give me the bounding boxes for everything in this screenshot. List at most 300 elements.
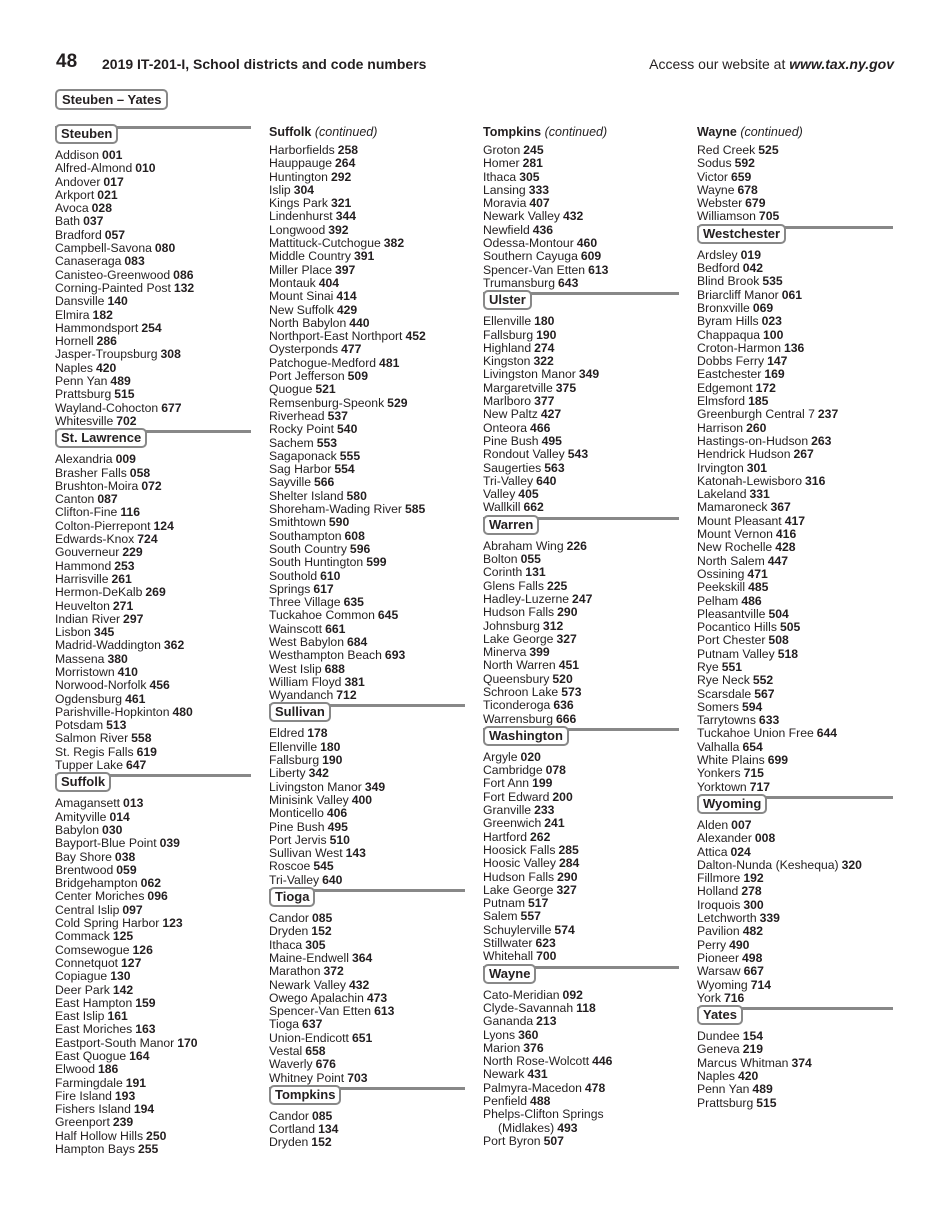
district-entry bbox=[697, 727, 893, 740]
district-entry bbox=[55, 1143, 251, 1156]
district-name: North Rose-Wolcott bbox=[483, 1054, 590, 1069]
district-entry bbox=[269, 423, 465, 436]
district-entry bbox=[55, 877, 251, 890]
district-entry bbox=[483, 264, 679, 277]
district-code: 130 bbox=[110, 969, 131, 984]
district-name: Somers bbox=[697, 699, 739, 714]
district-entry bbox=[697, 448, 893, 461]
district-code: 253 bbox=[114, 558, 135, 573]
district-name: Oysterponds bbox=[269, 342, 339, 357]
district-code: 566 bbox=[314, 475, 335, 490]
district-entry bbox=[697, 171, 893, 184]
district-code: 134 bbox=[318, 1122, 339, 1137]
district-name: Dansville bbox=[55, 294, 105, 309]
district-name: Wayland-Cohocton bbox=[55, 400, 159, 415]
district-name: Pavilion bbox=[697, 924, 740, 939]
district-name: (Midlakes) bbox=[498, 1120, 555, 1135]
district-name: William Floyd bbox=[269, 674, 342, 689]
district-name: Newark bbox=[483, 1067, 525, 1082]
district-name: Tri-Valley bbox=[483, 473, 534, 488]
district-code: 466 bbox=[530, 420, 551, 435]
district-code: 651 bbox=[351, 1030, 373, 1045]
district-code: 407 bbox=[529, 196, 550, 211]
district-name: Arkport bbox=[55, 187, 95, 202]
district-code: 537 bbox=[327, 408, 348, 423]
district-entry bbox=[483, 910, 679, 923]
district-name: Livingston Manor bbox=[269, 779, 362, 794]
district-name: Fallsburg bbox=[269, 753, 320, 768]
district-code: 451 bbox=[558, 658, 580, 673]
district-code: 525 bbox=[758, 143, 779, 157]
district-code: 140 bbox=[107, 294, 128, 309]
district-entry bbox=[697, 144, 893, 157]
district-name: Spencer-Van Etten bbox=[483, 262, 586, 277]
district-entry bbox=[55, 520, 251, 533]
district-name: Bradford bbox=[55, 227, 102, 242]
district-name: Dryden bbox=[269, 1135, 309, 1150]
district-name: Victor bbox=[697, 169, 728, 184]
district-code: 261 bbox=[111, 571, 132, 586]
district-name: Deer Park bbox=[55, 982, 110, 997]
district-entry bbox=[55, 309, 251, 322]
district-name: Greenwich bbox=[483, 816, 542, 831]
district-code: 169 bbox=[764, 367, 785, 382]
district-code: 037 bbox=[83, 214, 104, 229]
district-code: 061 bbox=[781, 287, 803, 302]
district-entry bbox=[483, 422, 679, 435]
district-name: Rye Neck bbox=[697, 673, 750, 688]
district-entry bbox=[483, 184, 679, 197]
district-name: Hastings-on-Hudson bbox=[697, 433, 809, 448]
district-code: 191 bbox=[125, 1075, 147, 1090]
district-code: 555 bbox=[339, 448, 361, 463]
district-code: 260 bbox=[746, 420, 767, 435]
district-entry bbox=[269, 277, 465, 290]
district-name: Harrisville bbox=[55, 571, 109, 586]
district-entry bbox=[697, 859, 893, 872]
district-name: Center Moriches bbox=[55, 889, 145, 904]
district-name: Campbell-Savona bbox=[55, 241, 152, 256]
district-code: 700 bbox=[536, 949, 557, 964]
district-entry bbox=[55, 890, 251, 903]
district-name: Patchogue-Medford bbox=[269, 355, 377, 370]
district-entry bbox=[55, 1037, 251, 1050]
district-code: 367 bbox=[770, 500, 791, 515]
county-heading-continued bbox=[269, 124, 465, 141]
district-name: Hendrick Hudson bbox=[697, 447, 791, 462]
district-entry bbox=[55, 1077, 251, 1090]
district-entry bbox=[55, 415, 251, 428]
district-entry bbox=[483, 566, 679, 579]
district-code: 662 bbox=[523, 500, 544, 515]
district-name: Avoca bbox=[55, 201, 89, 216]
district-entry bbox=[269, 476, 465, 489]
district-entry bbox=[55, 242, 251, 255]
district-name: Candor bbox=[269, 911, 309, 926]
district-code: 345 bbox=[93, 625, 115, 640]
district-name: Ellenville bbox=[483, 314, 532, 329]
district-code: 170 bbox=[177, 1035, 198, 1050]
district-entry bbox=[697, 210, 893, 223]
district-entry bbox=[483, 435, 679, 448]
district-code: 142 bbox=[112, 982, 134, 997]
district-entry bbox=[269, 925, 465, 938]
district-entry bbox=[269, 847, 465, 860]
district-code: 333 bbox=[528, 182, 550, 197]
district-code: 342 bbox=[308, 766, 329, 781]
district-entry bbox=[483, 144, 679, 157]
district-code: 349 bbox=[364, 779, 386, 794]
district-code: 072 bbox=[141, 478, 162, 493]
district-name: Islip bbox=[269, 182, 291, 197]
district-code: 410 bbox=[117, 664, 138, 679]
district-code: 233 bbox=[534, 803, 555, 818]
district-name: Three Village bbox=[269, 595, 341, 610]
district-name: West Babylon bbox=[269, 634, 344, 649]
district-entry bbox=[483, 1068, 679, 1081]
district-code: 436 bbox=[532, 222, 554, 237]
district-name: Newark Valley bbox=[269, 977, 346, 992]
district-code: 585 bbox=[405, 502, 426, 517]
district-entry bbox=[697, 528, 893, 541]
district-code: 085 bbox=[311, 911, 333, 926]
district-entry bbox=[697, 952, 893, 965]
district-entry bbox=[269, 357, 465, 370]
website-prefix: Access our website at bbox=[649, 56, 790, 72]
district-name: Bayport-Blue Point bbox=[55, 836, 157, 851]
district-entry bbox=[697, 939, 893, 952]
district-entry bbox=[269, 1045, 465, 1058]
district-code: 182 bbox=[92, 307, 113, 322]
district-entry bbox=[697, 249, 893, 262]
district-name: Eastchester bbox=[697, 367, 762, 382]
district-code: 659 bbox=[730, 169, 752, 184]
district-entry bbox=[483, 329, 679, 342]
district-entry bbox=[697, 382, 893, 395]
district-entry bbox=[55, 493, 251, 506]
district-entry bbox=[269, 676, 465, 689]
district-entry bbox=[269, 184, 465, 197]
district-code: 194 bbox=[133, 1102, 155, 1117]
district-code: 058 bbox=[129, 465, 151, 480]
district-entry bbox=[483, 593, 679, 606]
district-name: Sodus bbox=[697, 156, 732, 171]
district-entry bbox=[269, 1123, 465, 1136]
district-name: New Paltz bbox=[483, 407, 538, 422]
district-entry bbox=[483, 989, 679, 1002]
district-name: Pine Bush bbox=[269, 819, 325, 834]
district-entry bbox=[269, 556, 465, 569]
district-name: Mount Vernon bbox=[697, 527, 773, 542]
district-name: Salmon River bbox=[55, 731, 129, 746]
district-code: 143 bbox=[345, 846, 366, 861]
district-name: Northport-East Northport bbox=[269, 329, 403, 344]
district-entry bbox=[269, 979, 465, 992]
district-entry bbox=[269, 370, 465, 383]
district-code: 229 bbox=[122, 545, 143, 560]
district-name: Heuvelton bbox=[55, 598, 110, 613]
district-code: 024 bbox=[730, 844, 751, 859]
district-code: 705 bbox=[758, 209, 780, 224]
district-code: 493 bbox=[557, 1120, 578, 1135]
district-name: Hampton Bays bbox=[55, 1142, 135, 1157]
district-entry bbox=[483, 315, 679, 328]
county-name: Washington bbox=[483, 726, 569, 746]
district-name: Trumansburg bbox=[483, 275, 556, 290]
district-code: 274 bbox=[534, 340, 555, 355]
district-name: Pleasantville bbox=[697, 606, 766, 621]
district-name: Middle Country bbox=[269, 249, 351, 264]
district-name: Elmira bbox=[55, 307, 90, 322]
district-name: East Islip bbox=[55, 1009, 105, 1024]
website-url: www.tax.ny.gov bbox=[789, 56, 894, 72]
district-entry bbox=[697, 395, 893, 408]
district-code: 017 bbox=[103, 174, 124, 189]
district-entry bbox=[269, 397, 465, 410]
district-code: 069 bbox=[752, 300, 774, 315]
district-code: 481 bbox=[379, 355, 400, 370]
district-name: Irvington bbox=[697, 460, 744, 475]
district-code: 136 bbox=[784, 340, 805, 355]
district-name: Schroon Lake bbox=[483, 684, 559, 699]
district-entry bbox=[697, 581, 893, 594]
district-code: 688 bbox=[324, 661, 345, 676]
district-code: 320 bbox=[841, 857, 862, 872]
district-code: 278 bbox=[741, 884, 762, 899]
district-entry bbox=[697, 872, 893, 885]
district-entry bbox=[483, 897, 679, 910]
district-name: Putnam bbox=[483, 896, 526, 911]
county-name: Suffolk bbox=[55, 772, 111, 792]
district-code: 372 bbox=[323, 964, 344, 979]
district-entry bbox=[269, 754, 465, 767]
district-entry bbox=[697, 302, 893, 315]
county-name: Wayne bbox=[697, 125, 737, 139]
district-entry bbox=[55, 586, 251, 599]
district-entry bbox=[697, 1057, 893, 1070]
district-entry bbox=[269, 503, 465, 516]
district-entry bbox=[269, 727, 465, 740]
district-code: 190 bbox=[536, 327, 557, 342]
district-name: Gouverneur bbox=[55, 545, 120, 560]
district-code: 515 bbox=[114, 387, 135, 402]
district-code: 551 bbox=[721, 659, 743, 674]
district-code: 380 bbox=[107, 651, 128, 666]
district-code: 486 bbox=[741, 593, 762, 608]
district-code: 285 bbox=[558, 842, 579, 857]
district-name: Quogue bbox=[269, 382, 313, 397]
district-entry bbox=[697, 462, 893, 475]
district-code: 703 bbox=[347, 1070, 368, 1085]
district-code: 124 bbox=[153, 518, 174, 533]
district-name: Brasher Falls bbox=[55, 465, 127, 480]
district-entry bbox=[269, 197, 465, 210]
district-entry bbox=[483, 1095, 679, 1108]
district-code: 609 bbox=[580, 249, 602, 264]
district-name: New Suffolk bbox=[269, 302, 334, 317]
district-name: Tri-Valley bbox=[269, 872, 320, 887]
district-code: 116 bbox=[120, 505, 140, 520]
district-code: 190 bbox=[322, 753, 343, 768]
district-name: Rye bbox=[697, 659, 719, 674]
district-name: Whitesville bbox=[55, 413, 114, 428]
district-entry bbox=[269, 1110, 465, 1123]
district-code: 241 bbox=[544, 816, 565, 831]
district-code: 619 bbox=[136, 744, 157, 759]
district-code: 083 bbox=[124, 254, 145, 269]
continued-note: (continued) bbox=[544, 125, 608, 139]
district-code: 510 bbox=[329, 832, 350, 847]
district-entry bbox=[483, 553, 679, 566]
district-code: 440 bbox=[349, 315, 370, 330]
district-code: 038 bbox=[114, 849, 136, 864]
district-entry bbox=[483, 673, 679, 686]
district-name: North Warren bbox=[483, 658, 556, 673]
district-entry bbox=[483, 488, 679, 501]
district-entry bbox=[55, 467, 251, 480]
district-name: Parishville-Hopkinton bbox=[55, 704, 170, 719]
district-code: 613 bbox=[374, 1004, 395, 1019]
district-entry bbox=[55, 533, 251, 546]
district-name: Union-Endicott bbox=[269, 1030, 349, 1045]
district-name: Bridgehampton bbox=[55, 876, 138, 891]
district-name: Marathon bbox=[269, 964, 321, 979]
district-entry bbox=[697, 1043, 893, 1056]
district-code: 535 bbox=[762, 274, 783, 289]
district-entry bbox=[697, 488, 893, 501]
district-name: Amityville bbox=[55, 809, 107, 824]
district-entry bbox=[697, 819, 893, 832]
district-entry bbox=[269, 1072, 465, 1085]
district-name: Onteora bbox=[483, 420, 528, 435]
district-name: Minerva bbox=[483, 645, 527, 660]
district-name: Copiague bbox=[55, 969, 108, 984]
district-code: 147 bbox=[767, 354, 788, 369]
district-name: Argyle bbox=[483, 749, 518, 764]
district-entry bbox=[697, 885, 893, 898]
district-name: Sullivan West bbox=[269, 846, 343, 861]
district-name: Potsdam bbox=[55, 718, 104, 733]
district-code: 702 bbox=[116, 413, 137, 428]
district-name: Harrison bbox=[697, 420, 744, 435]
district-entry bbox=[483, 1029, 679, 1042]
district-name: Prattsburg bbox=[55, 387, 112, 402]
district-code: 055 bbox=[520, 552, 541, 567]
district-code: 473 bbox=[366, 990, 388, 1005]
district-code: 262 bbox=[530, 829, 551, 844]
district-code: 284 bbox=[558, 856, 580, 871]
column-3 bbox=[483, 124, 679, 1148]
district-code: 247 bbox=[572, 591, 593, 606]
district-code: 339 bbox=[759, 911, 780, 926]
district-entry bbox=[55, 506, 251, 519]
district-code: 092 bbox=[562, 987, 583, 1002]
district-code: 100 bbox=[763, 327, 784, 342]
district-code: 432 bbox=[349, 977, 370, 992]
district-name: Norwood-Norfolk bbox=[55, 678, 147, 693]
district-entry bbox=[269, 912, 465, 925]
district-name: Byram Hills bbox=[697, 314, 759, 329]
district-code: 180 bbox=[534, 314, 555, 329]
district-entry bbox=[269, 1136, 465, 1149]
district-entry bbox=[483, 924, 679, 937]
district-name: Clifton-Fine bbox=[55, 505, 118, 520]
district-code: 316 bbox=[805, 473, 826, 488]
district-code: 213 bbox=[536, 1014, 557, 1029]
district-entry bbox=[55, 811, 251, 824]
district-name: Hammond bbox=[55, 558, 112, 573]
district-name: Warrensburg bbox=[483, 711, 553, 726]
district-entry bbox=[269, 530, 465, 543]
district-code: 042 bbox=[742, 261, 764, 276]
district-code: 406 bbox=[326, 806, 348, 821]
district-code: 192 bbox=[743, 871, 764, 886]
district-code: 059 bbox=[116, 862, 137, 877]
district-code: 097 bbox=[122, 902, 143, 917]
district-code: 428 bbox=[775, 540, 796, 555]
district-entry bbox=[55, 639, 251, 652]
district-entry bbox=[483, 791, 679, 804]
district-name: Bay Shore bbox=[55, 849, 112, 864]
district-entry bbox=[55, 375, 251, 388]
district-name: Canaseraga bbox=[55, 254, 122, 269]
district-name: Mattituck-Cutchogue bbox=[269, 236, 381, 251]
district-entry bbox=[55, 693, 251, 706]
district-code: 264 bbox=[335, 156, 356, 171]
page-title: 2019 IT-201-I, School districts and code numbers bbox=[102, 56, 427, 72]
district-entry bbox=[269, 516, 465, 529]
district-code: 592 bbox=[734, 156, 755, 171]
district-code: 374 bbox=[791, 1055, 812, 1070]
district-entry bbox=[269, 157, 465, 170]
district-code: 021 bbox=[97, 187, 118, 202]
district-entry bbox=[269, 939, 465, 952]
district-entry bbox=[55, 759, 251, 772]
district-name: Tioga bbox=[269, 1017, 300, 1032]
district-code: 460 bbox=[576, 236, 598, 251]
district-entry bbox=[55, 388, 251, 401]
district-code: 290 bbox=[557, 605, 578, 620]
district-entry bbox=[55, 348, 251, 361]
district-code: 417 bbox=[784, 513, 806, 528]
district-entry bbox=[55, 1116, 251, 1129]
district-entry bbox=[55, 997, 251, 1010]
district-entry bbox=[269, 290, 465, 303]
district-name: Fishers Island bbox=[55, 1102, 131, 1117]
district-name: Lindenhurst bbox=[269, 209, 333, 224]
district-name: Warsaw bbox=[697, 964, 741, 979]
county-heading bbox=[55, 124, 251, 146]
district-entry bbox=[269, 237, 465, 250]
county-heading bbox=[55, 772, 251, 794]
district-code: 414 bbox=[336, 289, 357, 304]
district-name: Sag Harbor bbox=[269, 462, 332, 477]
district-entry bbox=[483, 1122, 679, 1135]
district-entry bbox=[697, 979, 893, 992]
district-code: 305 bbox=[305, 937, 326, 952]
district-code: 608 bbox=[344, 528, 365, 543]
district-code: 643 bbox=[558, 275, 579, 290]
district-name: Mount Pleasant bbox=[697, 513, 782, 528]
district-code: 517 bbox=[528, 896, 549, 911]
county-heading bbox=[269, 1085, 465, 1107]
district-entry bbox=[269, 952, 465, 965]
district-code: 152 bbox=[311, 1135, 332, 1150]
district-entry bbox=[697, 315, 893, 328]
district-name: North Babylon bbox=[269, 315, 347, 330]
district-code: 400 bbox=[351, 792, 373, 807]
district-code: 420 bbox=[737, 1069, 759, 1083]
